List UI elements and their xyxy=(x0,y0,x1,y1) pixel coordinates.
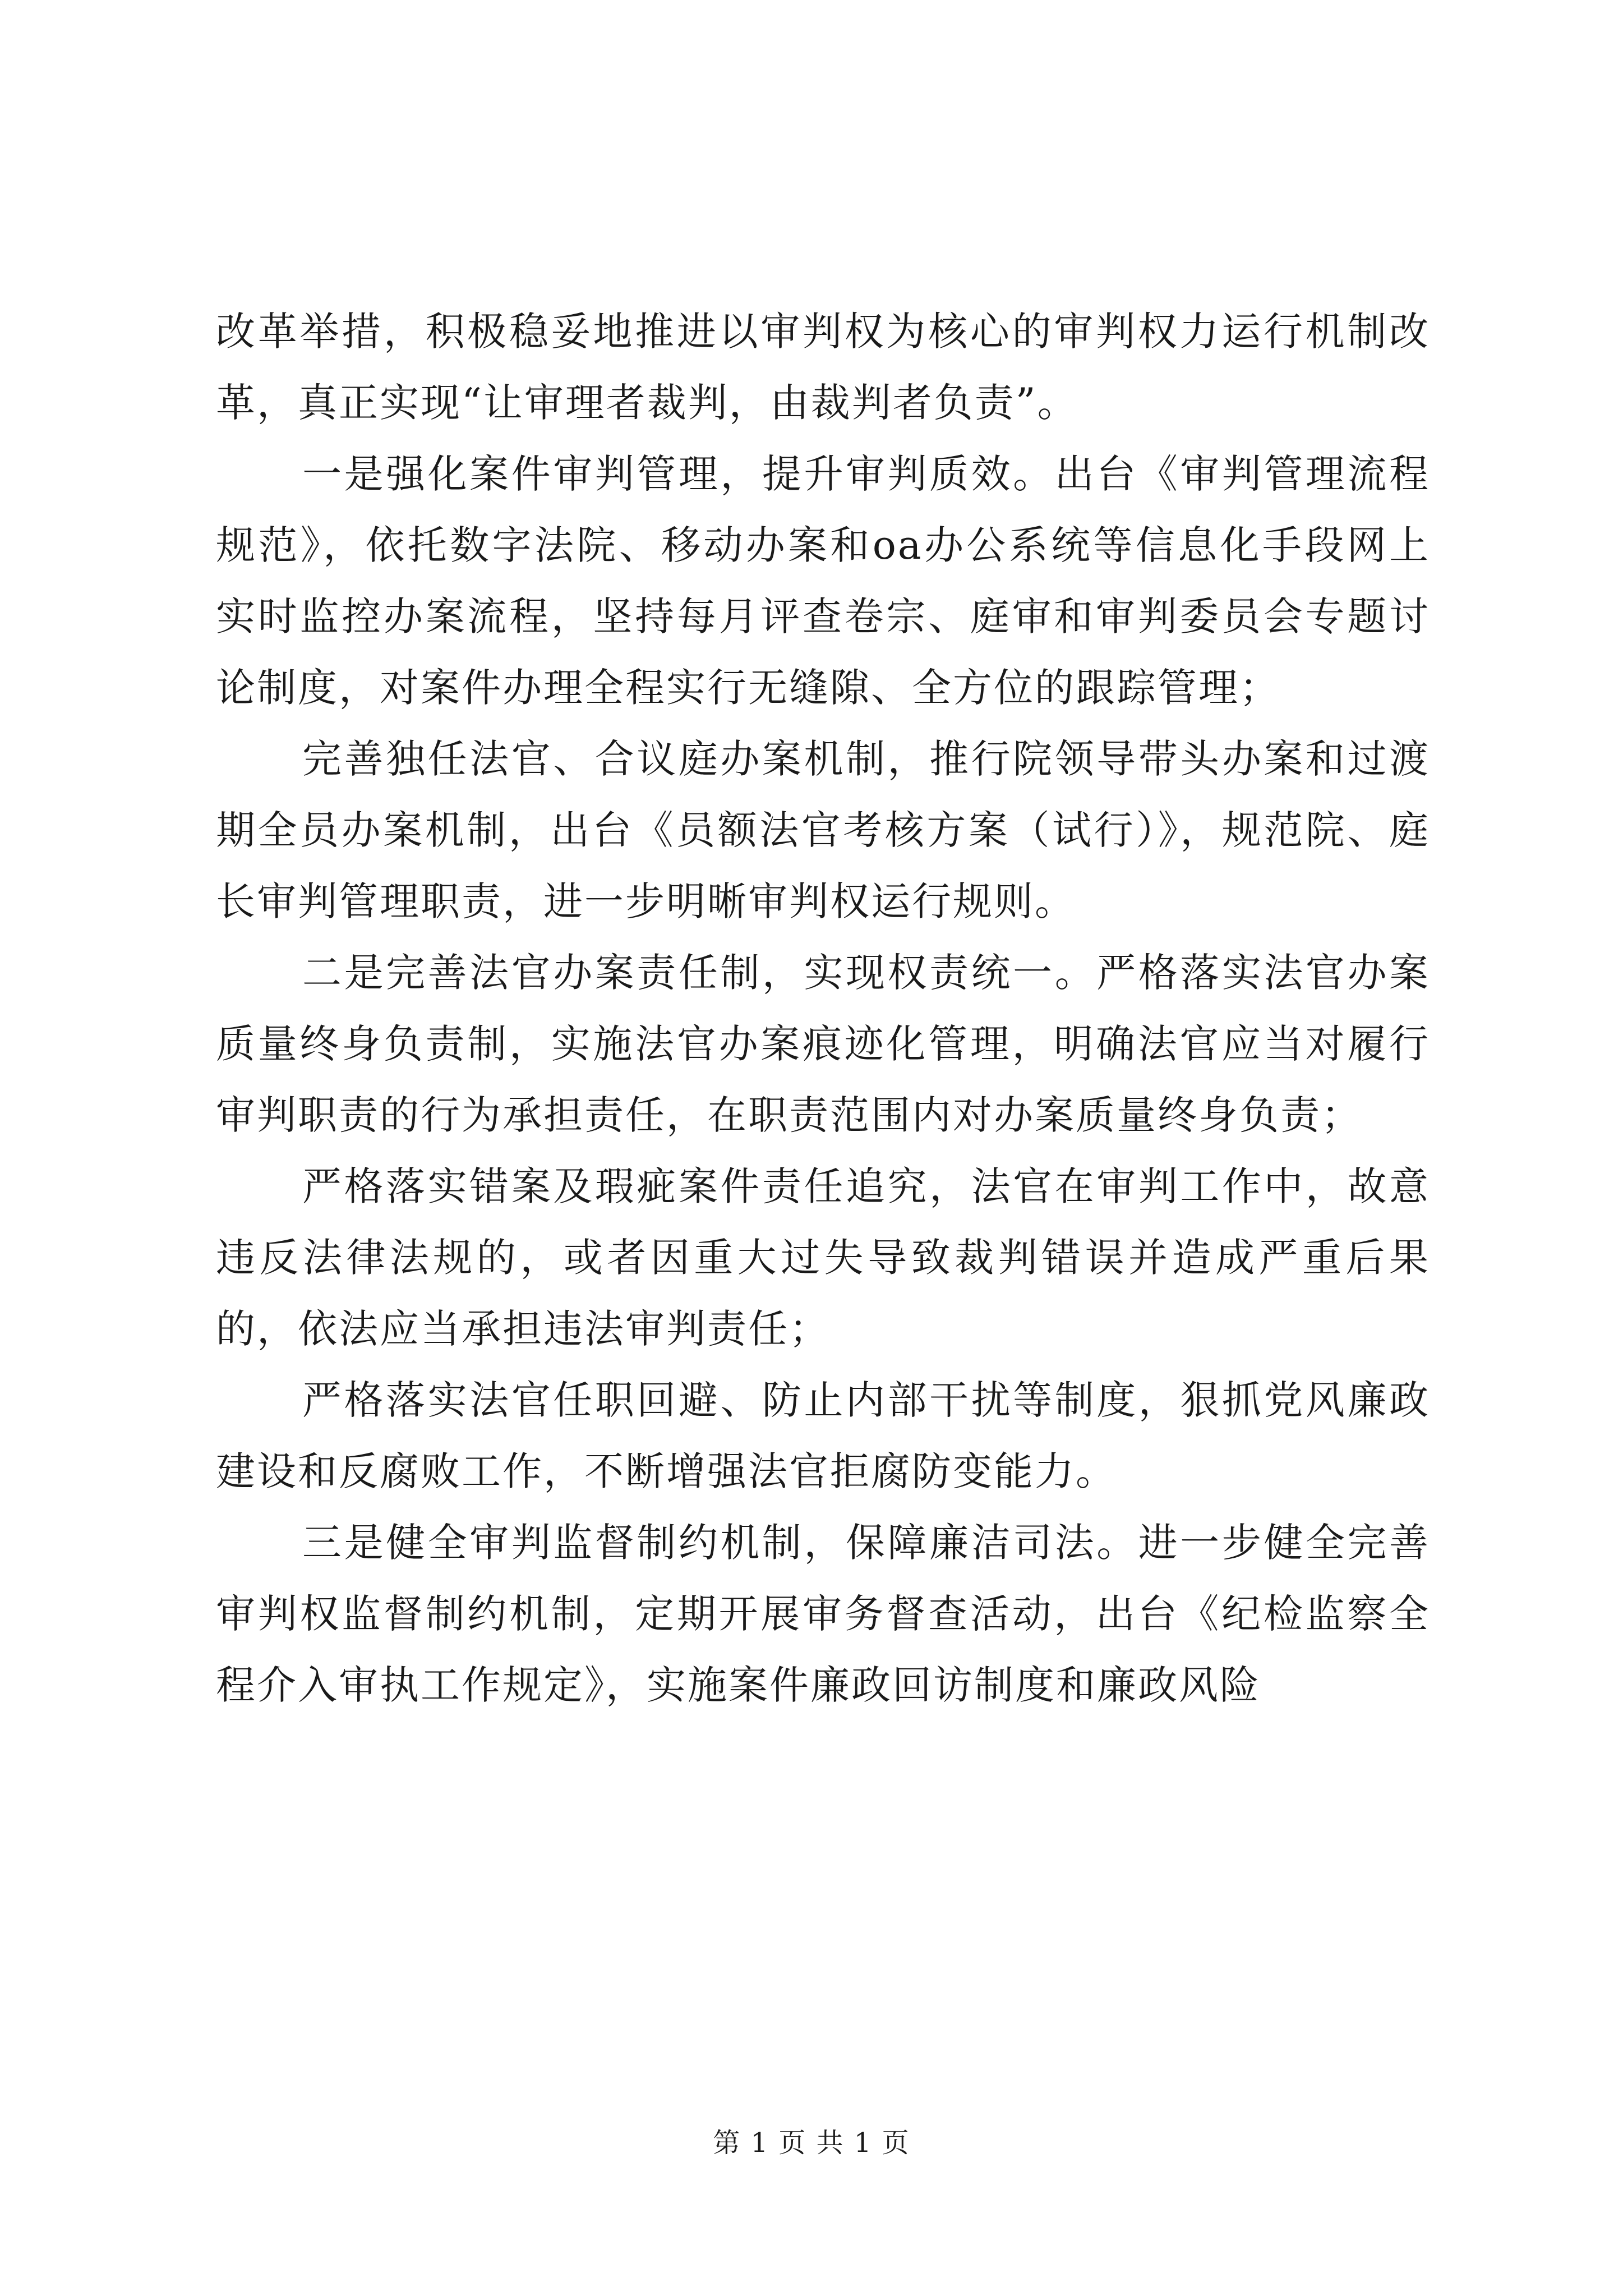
paragraph-4: 二是完善法官办案责任制，实现权责统一。严格落实法官办案质量终身负责制，实施法官办案痕迹化管理，明确法官应当对履行审判职责的行为承担责任，在职责范围内对办案质量终身负责； xyxy=(216,950,1430,1138)
paragraph-5: 严格落实错案及瑕疵案件责任追究，法官在审判工作中，故意违反法律法规的，或者因重大过失导致裁判错误并造成严重后果的，依法应当承担违法审判责任； xyxy=(216,1163,1430,1352)
paragraph-1: 改革举措，积极稳妥地推进以审判权为核心的审判权力运行机制改革，真正实现“让审理者裁判，由裁判者负责”。 xyxy=(216,309,1430,426)
page-footer: 第 1 页 共 1 页 xyxy=(713,2127,910,2159)
paragraph-2: 一是强化案件审判管理，提升审判质效。出台《审判管理流程规范》，依托数字法院、移动办案和oa办公系统等信息化手段网上实时监控办案流程，坚持每月评查卷宗、庭审和审判委员会专题讨论制度，对案件办理全程实行无缝隙、全方位的跟踪管理； xyxy=(216,451,1430,711)
paragraph-6: 严格落实法官任职回避、防止内部干扰等制度，狠抓党风廉政建设和反腐败工作，不断增强法官拒腐防变能力。 xyxy=(216,1377,1430,1494)
paragraph-3: 完善独任法官、合议庭办案机制，推行院领导带头办案和过渡期全员办案机制，出台《员额法官考核方案（试行）》，规范院、庭长审判管理职责，进一步明晰审判权运行规则。 xyxy=(216,736,1430,924)
document-body xyxy=(216,296,1430,1721)
paragraph-7: 三是健全审判监督制约机制，保障廉洁司法。进一步健全完善审判权监督制约机制，定期开展审务督查活动，出台《纪检监察全程介入审执工作规定》，实施案件廉政回访制度和廉政风险 xyxy=(216,1520,1430,1708)
